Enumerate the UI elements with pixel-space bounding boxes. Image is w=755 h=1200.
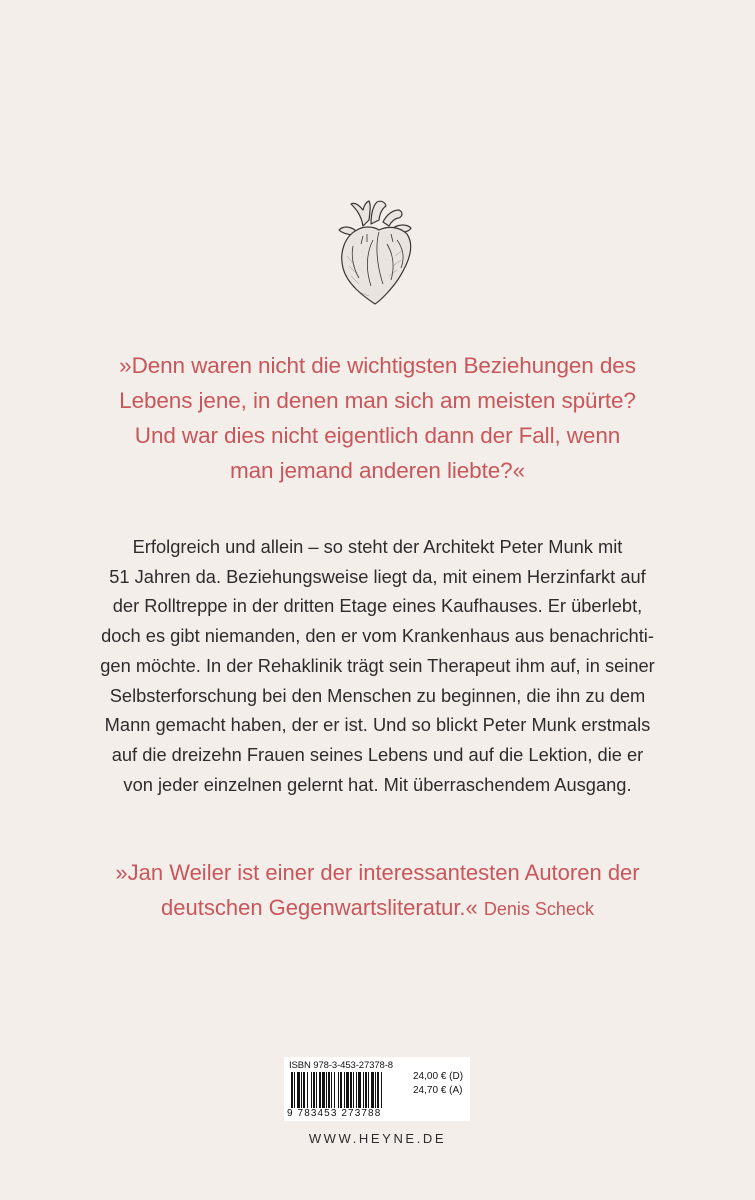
quote-line: »Denn waren nicht die wichtigsten Beziehungen des <box>119 353 636 378</box>
barcode-bar <box>340 1072 342 1108</box>
barcode-bar <box>331 1072 332 1108</box>
barcode-bar <box>356 1072 357 1108</box>
barcode-bar <box>297 1072 300 1108</box>
praise-quote <box>40 855 715 927</box>
barcode-bar <box>319 1072 321 1108</box>
blurb-line: Erfolgreich und allein – so steht der Architekt Peter Munk mit <box>132 536 623 557</box>
anatomical-heart-icon <box>333 196 423 308</box>
barcode-bar <box>338 1072 339 1108</box>
barcode-bar <box>371 1072 374 1108</box>
price-de: 24,00 € (D) <box>413 1071 464 1082</box>
isbn-text: ISBN 978-3-453-27378-8 <box>289 1060 393 1071</box>
blurb-line: von jeder einzelnen gelernt hat. Mit überraschendem Ausgang. <box>123 773 632 795</box>
praise-line: deutschen Gegenwartsliteratur.« <box>161 895 478 920</box>
praise-attribution: Denis Scheck <box>483 899 594 919</box>
barcode-bar <box>294 1072 295 1108</box>
barcode-digits: 9 783453 273788 <box>287 1108 382 1119</box>
barcode-bar <box>346 1072 349 1108</box>
barcode-bar <box>363 1072 364 1108</box>
quote-line: man jemand anderen liebte?« <box>229 458 525 483</box>
blurb-line: Mann gemacht haben, der er ist. Und so blickt Peter Munk erstmals <box>104 714 651 736</box>
blurb-line: Selbsterforschung bei den Menschen zu beginnen, die ihn zu dem <box>109 684 646 706</box>
barcode-bar <box>322 1072 325 1108</box>
barcode-bar <box>313 1072 315 1108</box>
quote-line: Und war dies nicht eigentlich dann der Fall, wenn <box>134 423 621 448</box>
barcode-bar <box>358 1072 361 1108</box>
barcode-bar <box>381 1072 382 1108</box>
blurb-line: auf die dreizehn Frauen seines Lebens und auf die Lektion, die er <box>111 743 644 765</box>
barcode-bar <box>291 1072 293 1108</box>
barcode-bar <box>303 1072 305 1108</box>
barcode-bar <box>301 1072 302 1108</box>
barcode-bar <box>353 1072 354 1108</box>
barcode-bar <box>326 1072 327 1108</box>
price-at: 24,70 € (A) <box>413 1085 463 1096</box>
barcode-bar <box>368 1072 369 1108</box>
blurb-line: 51 Jahren da. Beziehungsweise liegt da, mit einem Herzinfarkt auf <box>109 565 646 587</box>
barcode-bar <box>307 1072 308 1108</box>
barcode-bar <box>328 1072 330 1108</box>
barcode-bar <box>377 1072 379 1108</box>
quote-line: Lebens jene, in denen man sich am meisten spürte? <box>119 388 636 413</box>
pull-quote <box>60 348 695 488</box>
blurb-line: doch es gibt niemanden, den er vom Krankenhaus aus benachrichti- <box>101 625 654 647</box>
barcode-bar <box>311 1072 312 1108</box>
barcode-bar <box>365 1072 367 1108</box>
barcode-bar <box>344 1072 345 1108</box>
barcode-bar <box>334 1072 335 1108</box>
barcode-bars <box>289 1072 411 1110</box>
blurb-line: gen möchte. In der Rehaklinik trägt sein Therapeut ihm auf, in seiner <box>100 654 655 676</box>
barcode-bar <box>350 1072 352 1108</box>
barcode-bar <box>316 1072 317 1108</box>
blurb <box>60 532 695 799</box>
barcode-bar <box>375 1072 376 1108</box>
praise-line: »Jan Weiler ist einer der interessantesten Autoren der <box>115 860 640 885</box>
blurb-line: der Rolltreppe in der dritten Etage eines Kaufhauses. Er überlebt, <box>112 595 643 617</box>
publisher-url[interactable]: WWW.HEYNE.DE <box>308 1131 447 1146</box>
barcode-label <box>284 1057 470 1121</box>
